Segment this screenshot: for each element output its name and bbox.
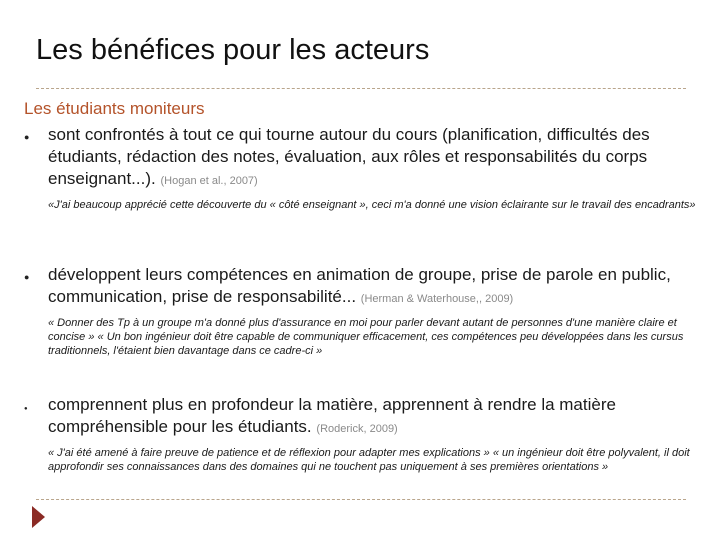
bullet-icon: ●	[24, 406, 28, 412]
list-item	[24, 264, 708, 358]
slide-title: Les bénéfices pour les acteurs	[36, 34, 430, 66]
play-arrow-icon[interactable]	[32, 506, 45, 528]
item-text: comprennent plus en profondeur la matière, apprennent à rendre la matière compréhensible pour les étudiants.	[48, 395, 616, 436]
title-divider	[36, 88, 686, 89]
item-citation: (Herman & Waterhouse,, 2009)	[360, 293, 514, 305]
item-citation: (Roderick, 2009)	[316, 423, 398, 435]
list-item	[24, 394, 708, 474]
list-item	[24, 124, 708, 212]
item-quote: « Donner des Tp à un groupe m'a donné plus d'assurance en moi pour parler devant autant de personnes d'une manière claire et concise » « Un bon ingénieur doit être capable de communiquer efficacement, ces compétences peu développées dans les cursus traditionnels, l'étaient bien davantage dans ce cadre-ci »	[48, 317, 684, 357]
item-text: développent leurs compétences en animation de groupe, prise de parole en public, communication, prise de responsabilité...	[48, 265, 671, 306]
item-citation: (Hogan et al., 2007)	[160, 175, 258, 187]
bullet-icon: ●	[24, 132, 30, 142]
item-text-block	[48, 394, 708, 440]
section-subtitle: Les étudiants moniteurs	[24, 99, 205, 118]
bullet-icon: ●	[24, 272, 30, 282]
item-text: sont confrontés à tout ce qui tourne autour du cours (planification, difficultés des étudiants, rédaction des notes, évaluation, aux rôles et responsabilités du corps enseignant...).	[48, 125, 650, 188]
item-quote: «J'ai beaucoup apprécié cette découverte du « côté enseignant », ceci m'a donné une vision éclairante sur le travail des encadrants»	[48, 199, 696, 211]
item-text-block	[48, 124, 708, 192]
footer-divider	[36, 499, 686, 500]
item-quote: « J'ai été amené à faire preuve de patience et de réflexion pour adapter mes explications » « un ingénieur doit être polyvalent, il doit approfondir ses connaissances dans des domaines qui ne touchent pas uniquement à ses premières orientations »	[48, 447, 690, 473]
item-text-block	[48, 264, 708, 310]
